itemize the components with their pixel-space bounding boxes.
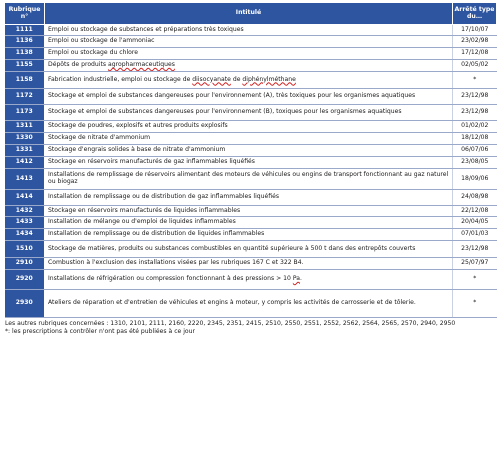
spellcheck-flagged-word: Pa <box>292 275 301 283</box>
arrete-date: 25/07/97 <box>453 258 497 270</box>
label-text: de <box>230 75 243 83</box>
rubrique-label: Installation de remplissage ou de distribution de liquides inflammables <box>45 229 453 241</box>
rubrique-label: Stockage et emploi de substances dangereuses pour l'environnement (A), très toxiques pour les organismes aquatiques <box>45 89 453 105</box>
rubrique-label: Ateliers de réparation et d'entretien de véhicules et engins à moteur, y compris les activités de carrosserie et de tôlerie. <box>45 290 453 318</box>
rubrique-code: 1433 <box>5 217 45 229</box>
arrete-date: 23/02/98 <box>453 36 497 48</box>
table-row <box>5 48 497 60</box>
arrete-date: 18/12/08 <box>453 133 497 145</box>
rubrique-code: 1158 <box>5 72 45 89</box>
rubrique-code: 1138 <box>5 48 45 60</box>
rubrique-code: 1432 <box>5 206 45 217</box>
table-row <box>5 133 497 145</box>
arrete-date: 20/04/05 <box>453 217 497 229</box>
rubrique-label: Combustion à l'exclusion des installations visées par les rubriques 167 C et 322 B4. <box>45 258 453 270</box>
arrete-date: 01/02/02 <box>453 121 497 133</box>
header-rubrique: Rubrique n° <box>5 3 45 25</box>
rubrique-code: 1414 <box>5 190 45 206</box>
rubriques-table <box>4 2 497 318</box>
arrete-date: * <box>453 290 497 318</box>
rubrique-label: Stockage en réservoirs manufacturés de liquides inflammables <box>45 206 453 217</box>
arrete-date: 22/12/08 <box>453 206 497 217</box>
table-row <box>5 190 497 206</box>
rubrique-code: 1413 <box>5 169 45 190</box>
rubrique-code: 1434 <box>5 229 45 241</box>
rubrique-code: 1331 <box>5 145 45 157</box>
arrete-date: 07/01/03 <box>453 229 497 241</box>
rubrique-code: 1173 <box>5 105 45 121</box>
header-intitule: Intitulé <box>45 3 453 25</box>
rubrique-label: Emploi ou stockage de l'ammoniac <box>45 36 453 48</box>
footnote-asterisk: *: les prescriptions à contrôler n'ont pas été publiées à ce jour <box>5 327 196 335</box>
rubrique-code: 1311 <box>5 121 45 133</box>
spellcheck-flagged-word: diphénylméthane <box>242 75 296 83</box>
table-row <box>5 105 497 121</box>
rubrique-code: 2920 <box>5 270 45 290</box>
table-row <box>5 36 497 48</box>
table-row <box>5 145 497 157</box>
rubrique-label <box>45 270 453 290</box>
table-row <box>5 121 497 133</box>
table-row <box>5 60 497 72</box>
arrete-date: 23/08/05 <box>453 157 497 169</box>
rubrique-code: 1155 <box>5 60 45 72</box>
rubrique-code: 1136 <box>5 36 45 48</box>
table-body <box>5 25 497 318</box>
table-row <box>5 89 497 105</box>
rubrique-label: Stockage de nitrate d'ammonium <box>45 133 453 145</box>
rubrique-code: 1111 <box>5 25 45 36</box>
arrete-date: 23/12/98 <box>453 105 497 121</box>
table-row <box>5 169 497 190</box>
rubrique-label: Stockage de poudres, explosifs et autres produits explosifs <box>45 121 453 133</box>
rubrique-code: 1412 <box>5 157 45 169</box>
table-row <box>5 157 497 169</box>
arrete-date: 24/08/98 <box>453 190 497 206</box>
footnote-other-rubriques: Les autres rubriques concernées : 1310, 2101, 2111, 2160, 2220, 2345, 2351, 2415, 2510, 2550, 2551, 2552, 2562, 2564, 2565, 2570, 2940, 2950 <box>5 320 456 327</box>
rubrique-code: 1330 <box>5 133 45 145</box>
rubrique-label: Emploi ou stockage de substances et préparations très toxiques <box>45 25 453 36</box>
table-row <box>5 206 497 217</box>
table-row <box>5 229 497 241</box>
rubrique-label: Installation de remplissage ou de distribution de gaz inflammables liquéfiés <box>45 190 453 206</box>
table-row <box>5 290 497 318</box>
rubrique-label: Stockage d'engrais solides à base de nitrate d'ammonium <box>45 145 453 157</box>
document <box>4 2 496 335</box>
label-text: . <box>300 275 302 283</box>
table-row <box>5 72 497 89</box>
spellcheck-flagged-word: diisocyanate <box>192 75 231 83</box>
arrete-date: 18/09/06 <box>453 169 497 190</box>
rubrique-code: 1172 <box>5 89 45 105</box>
arrete-date: 23/12/98 <box>453 89 497 105</box>
rubrique-code: 1510 <box>5 241 45 258</box>
arrete-date: 23/12/98 <box>453 241 497 258</box>
arrete-date: 17/12/08 <box>453 48 497 60</box>
table-row <box>5 25 497 36</box>
rubrique-label: Installations de remplissage de réservoirs alimentant des moteurs de véhicules ou engins de transport fonctionnant au gaz naturel ou biogaz <box>45 169 453 190</box>
label-text: Fabrication industrielle, emploi ou stockage de <box>48 75 193 83</box>
rubrique-label: Stockage et emploi de substances dangereuses pour l'environnement (B), toxiques pour les organismes aquatiques <box>45 105 453 121</box>
rubrique-label <box>45 72 453 89</box>
spellcheck-flagged-word: agropharmaceutiques <box>108 61 175 69</box>
table-row <box>5 270 497 290</box>
arrete-date: * <box>453 270 497 290</box>
arrete-date: 02/05/02 <box>453 60 497 72</box>
table-row <box>5 217 497 229</box>
table-header-row <box>5 3 497 25</box>
arrete-date: 17/10/07 <box>453 25 497 36</box>
rubrique-code: 2910 <box>5 258 45 270</box>
rubrique-label <box>45 60 453 72</box>
label-text: Installations de réfrigération ou compression fonctionnant à des pressions > 10 <box>48 275 293 283</box>
table-row <box>5 241 497 258</box>
rubrique-code: 2930 <box>5 290 45 318</box>
rubrique-label: Installation de mélange ou d'emploi de liquides inflammables <box>45 217 453 229</box>
rubrique-label: Stockage en réservoirs manufacturés de gaz inflammables liquéfiés <box>45 157 453 169</box>
arrete-date: * <box>453 72 497 89</box>
table-row <box>5 258 497 270</box>
rubrique-label: Stockage de matières, produits ou substances combustibles en quantité supérieure à 500 t dans des entrepôts couverts <box>45 241 453 258</box>
header-arrete-type: Arrêté type du… <box>453 3 497 25</box>
arrete-date: 06/07/06 <box>453 145 497 157</box>
label-text: Dépôts de produits <box>48 61 108 69</box>
footnotes <box>4 320 496 335</box>
rubrique-label: Emploi ou stockage du chlore <box>45 48 453 60</box>
